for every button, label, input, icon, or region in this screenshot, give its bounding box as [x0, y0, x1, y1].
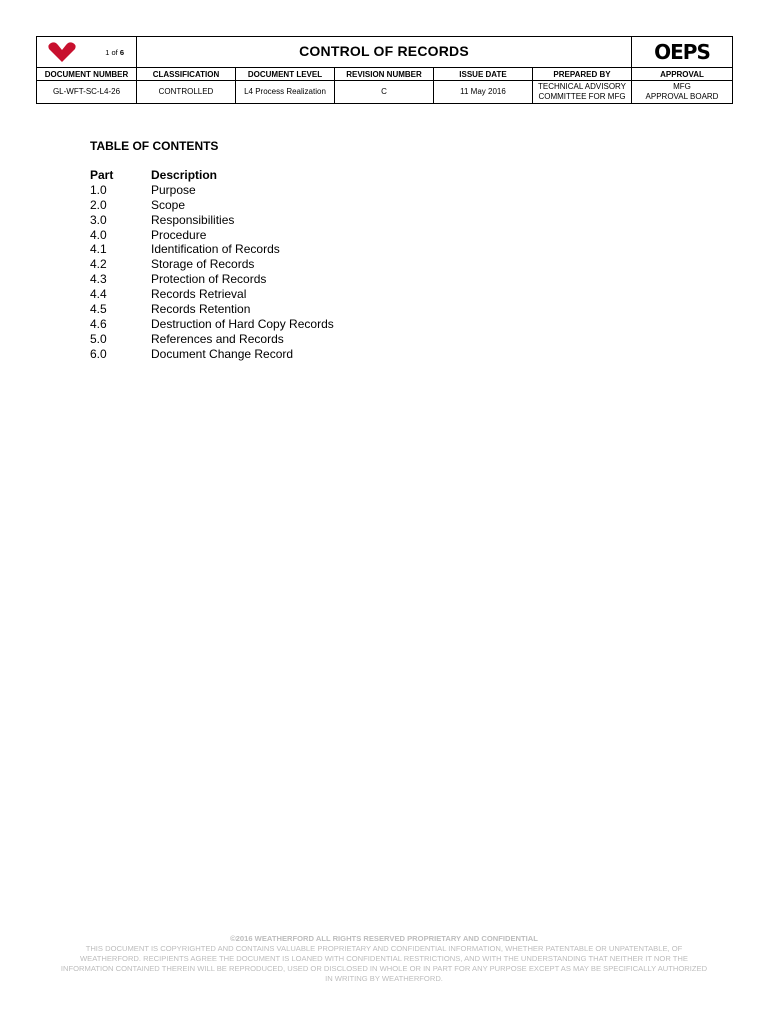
- toc-heading: TABLE OF CONTENTS: [90, 139, 219, 153]
- footer-line-3: WEATHERFORD. RECIPIENTS AGREE THE DOCUMENT IS LOANED WITH CONFIDENTIAL RESTRICTIONS, AND WITH THE UNDERSTANDING THAT NEITHER IT NOR THE: [80, 954, 688, 963]
- toc-row: [90, 257, 334, 272]
- prepared-by-line-2: COMMITTEE FOR MFG: [538, 92, 626, 101]
- toc-part-number: 2.0: [90, 197, 107, 212]
- toc-description: References and Records: [151, 331, 284, 346]
- toc-row: [90, 272, 334, 287]
- value-approval: [632, 81, 733, 104]
- toc-row: [90, 242, 334, 257]
- toc-description: Protection of Records: [151, 272, 267, 287]
- approval-line-1: MFG: [673, 82, 691, 91]
- prepared-by-line-1: TECHNICAL ADVISORY: [537, 82, 627, 91]
- toc-part-number: 4.5: [90, 302, 107, 317]
- toc-description: Records Retrieval: [151, 287, 247, 302]
- footer-line-4: INFORMATION CONTAINED THEREIN WILL BE REPRODUCED, USED OR DISCLOSED IN WHOLE OR IN PART FOR ANY PURPOSE EXCEPT AS MAY BE SPECIFICALLY AUTHORIZED: [60, 964, 708, 973]
- confidentiality-footer: [30, 934, 738, 984]
- toc-row: [90, 347, 334, 362]
- weatherford-logo-icon: [47, 41, 77, 63]
- toc-part-number: 5.0: [90, 331, 107, 346]
- document-title: CONTROL OF RECORDS: [299, 43, 469, 59]
- col-prepared-by: PREPARED BY: [533, 68, 632, 81]
- toc-part-number: 4.1: [90, 242, 107, 257]
- value-classification: CONTROLLED: [137, 81, 236, 104]
- title-cell: [137, 37, 632, 68]
- toc-part-number: 4.3: [90, 272, 107, 287]
- toc-row: [90, 213, 334, 228]
- toc-row: [90, 332, 334, 347]
- toc-col-part: Part: [90, 168, 114, 182]
- toc-col-description: Description: [151, 168, 218, 182]
- toc-part-number: 4.0: [90, 227, 107, 242]
- table-of-contents: [90, 139, 334, 362]
- toc-row: [90, 302, 334, 317]
- col-issue-date: ISSUE DATE: [434, 68, 533, 81]
- col-classification: CLASSIFICATION: [137, 68, 236, 81]
- value-document-level: L4 Process Realization: [236, 81, 335, 104]
- toc-part-number: 3.0: [90, 212, 107, 227]
- toc-part-number: 6.0: [90, 346, 107, 361]
- toc-row: [90, 228, 334, 243]
- footer-line-5: IN WRITING BY WEATHERFORD.: [325, 974, 443, 983]
- col-revision-number: REVISION NUMBER: [335, 68, 434, 81]
- toc-part-number: 4.4: [90, 287, 107, 302]
- toc-header-row: [90, 168, 334, 183]
- value-revision-number: C: [335, 81, 434, 104]
- toc-part-number: 1.0: [90, 182, 107, 197]
- value-prepared-by: [533, 81, 632, 104]
- toc-description: Scope: [151, 197, 186, 212]
- toc-description: Destruction of Hard Copy Records: [151, 316, 334, 331]
- header-logo-cell: [37, 37, 137, 68]
- toc-description: Records Retention: [151, 302, 251, 317]
- page-of-label: 1 of: [105, 47, 118, 57]
- toc-description: Identification of Records: [151, 242, 280, 257]
- approval-line-2: APPROVAL BOARD: [645, 92, 719, 101]
- document-header-table: [36, 36, 733, 104]
- page-indicator: [105, 48, 124, 57]
- toc-description: Document Change Record: [151, 346, 294, 361]
- footer-copyright: ©2016 WEATHERFORD ALL RIGHTS RESERVED PROPRIETARY AND CONFIDENTIAL: [230, 934, 538, 943]
- value-document-number: GL-WFT-SC-L4-26: [37, 81, 137, 104]
- page-total: 6: [119, 47, 124, 57]
- toc-part-number: 4.2: [90, 257, 107, 272]
- col-document-number: DOCUMENT NUMBER: [37, 68, 137, 81]
- toc-description: Purpose: [151, 182, 196, 197]
- toc-rows: [90, 183, 334, 362]
- toc-row: [90, 183, 334, 198]
- value-issue-date: 11 May 2016: [434, 81, 533, 104]
- toc-row: [90, 317, 334, 332]
- col-approval: APPROVAL: [632, 68, 733, 81]
- oeps-logo: OEPS: [654, 40, 710, 64]
- toc-row: [90, 198, 334, 213]
- toc-row: [90, 287, 334, 302]
- col-document-level: DOCUMENT LEVEL: [236, 68, 335, 81]
- toc-description: Storage of Records: [151, 257, 255, 272]
- toc-description: Procedure: [151, 227, 207, 242]
- footer-line-2: THIS DOCUMENT IS COPYRIGHTED AND CONTAINS VALUABLE PROPRIETARY AND CONFIDENTIAL INFORMATION, WHETHER PATENTABLE OR UNPATENTABLE, OF: [85, 944, 683, 953]
- toc-part-number: 4.6: [90, 316, 107, 331]
- toc-description: Responsibilities: [151, 212, 235, 227]
- oeps-logo-cell: [632, 37, 733, 68]
